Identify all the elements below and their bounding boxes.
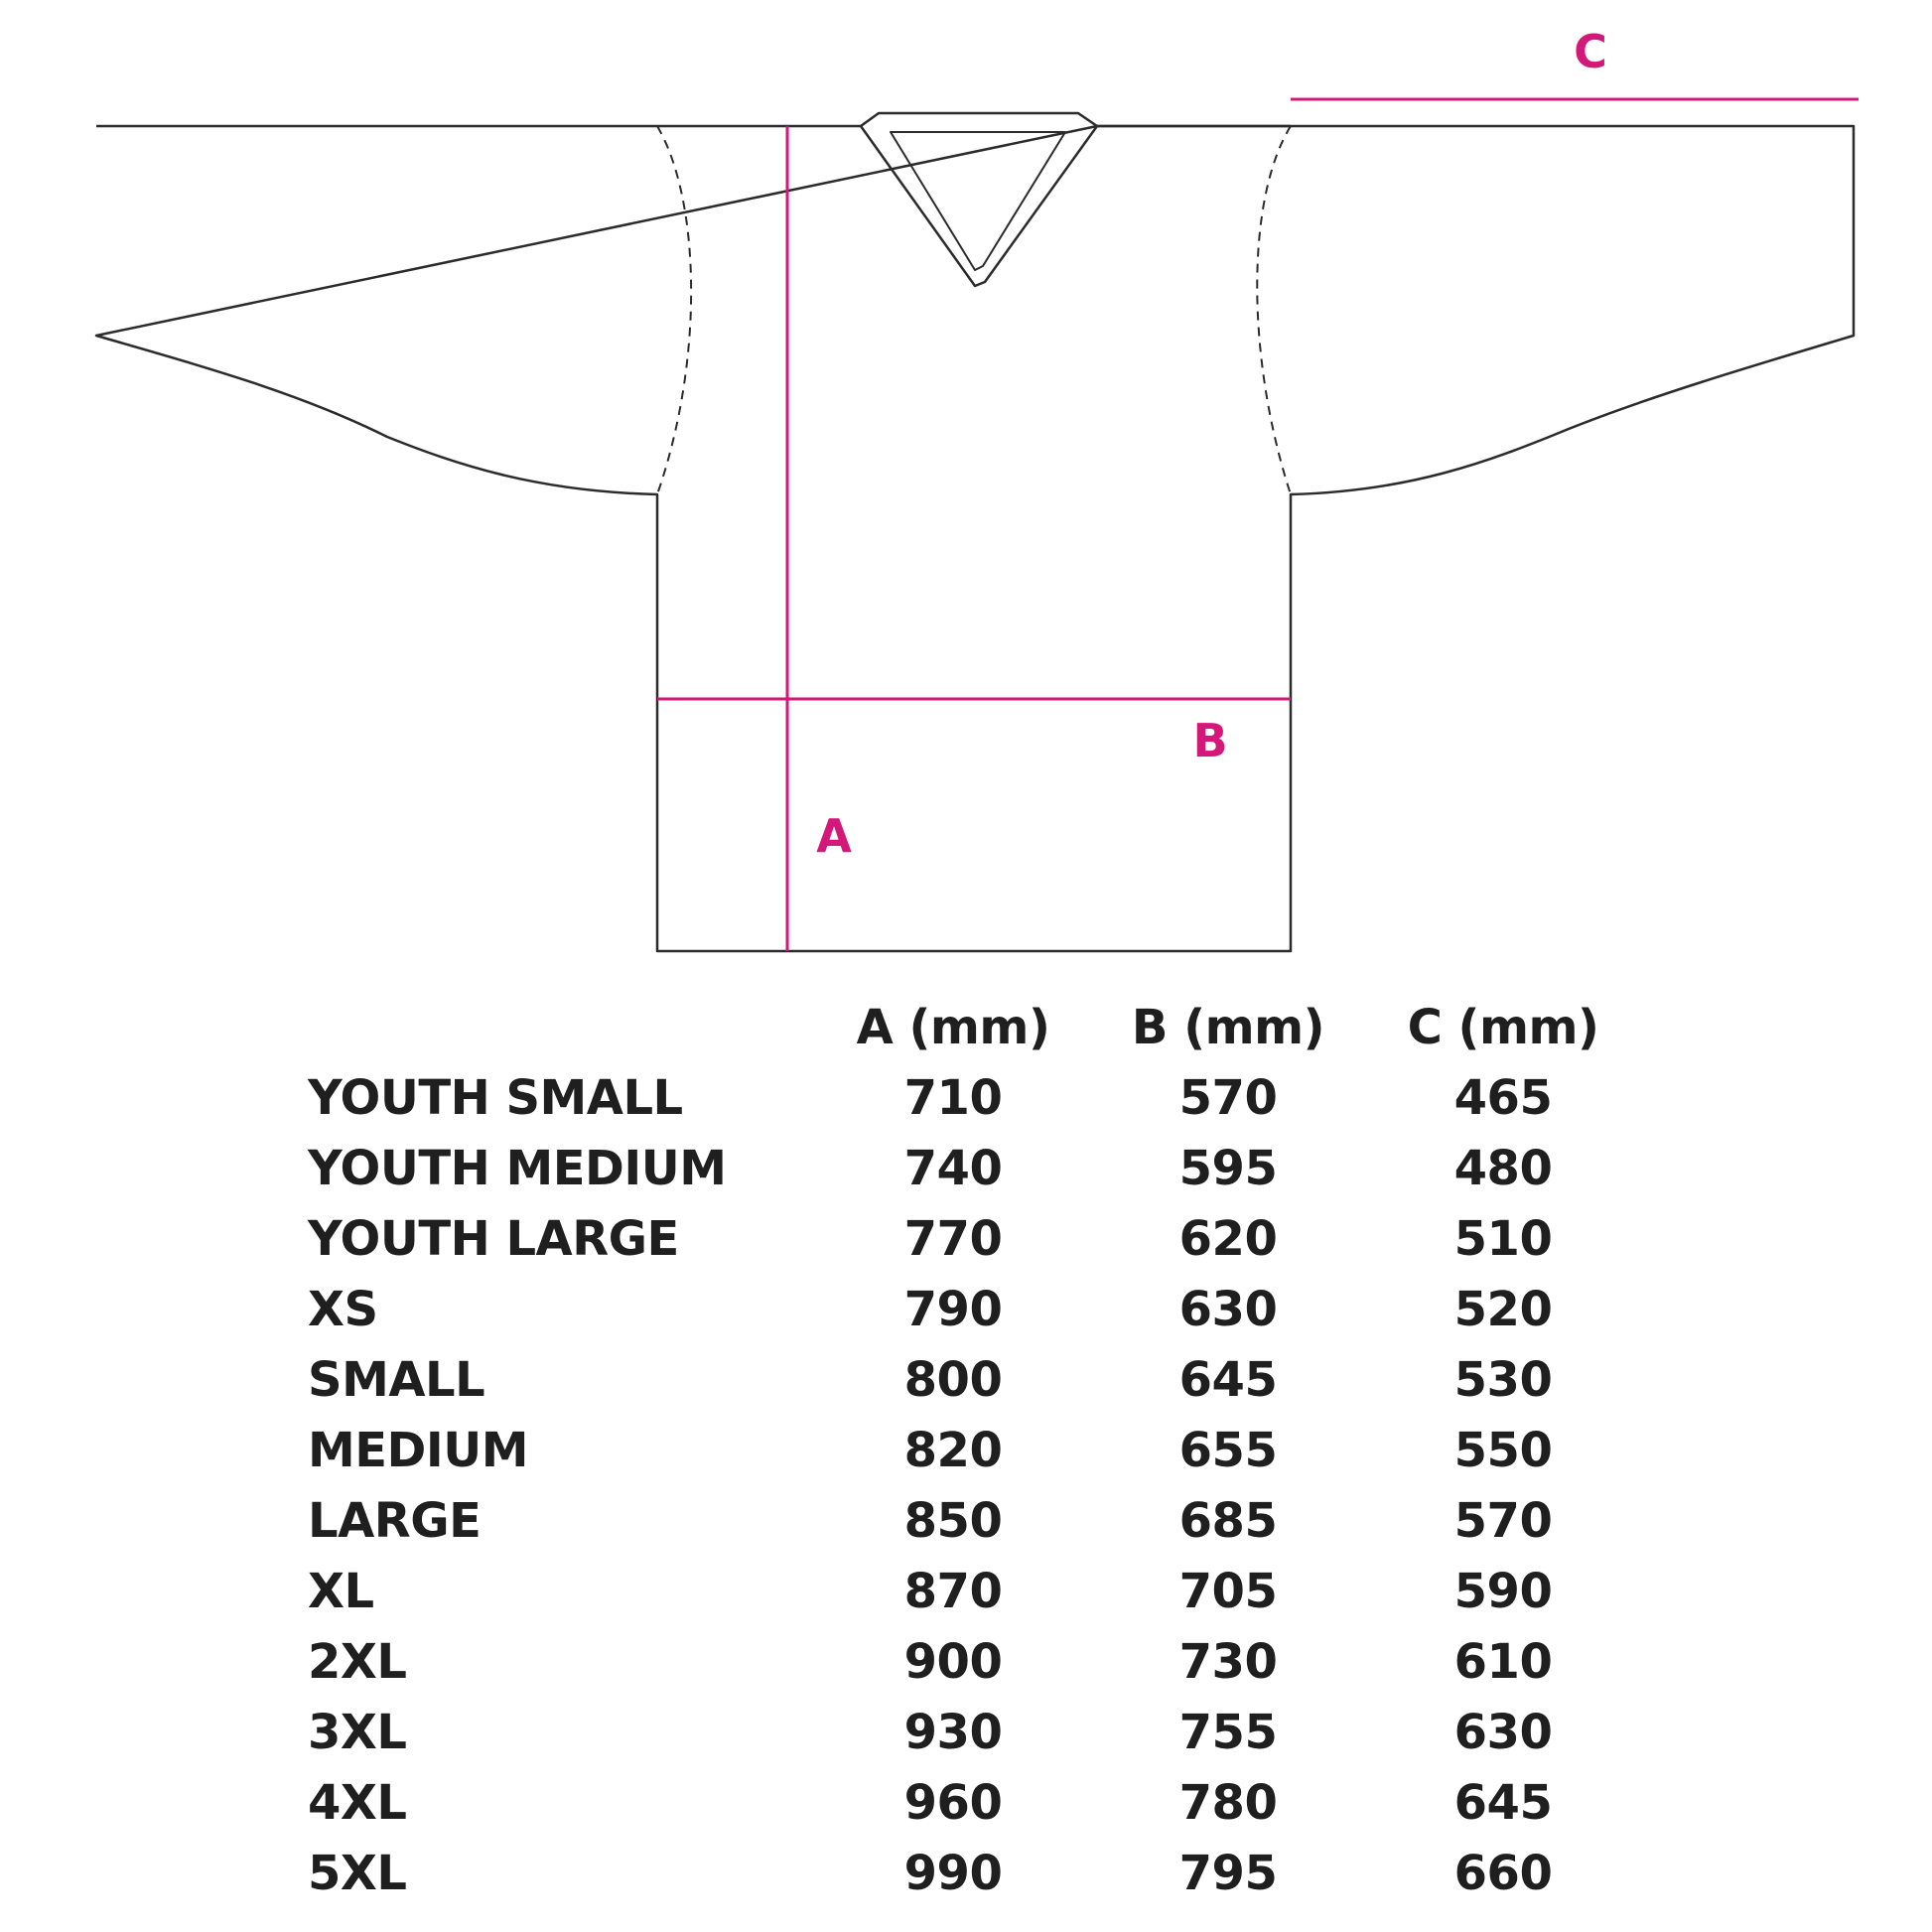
table-row: [308, 1275, 1698, 1345]
measurement-b-cell: 620: [1178, 1211, 1278, 1267]
table-row: [308, 1557, 1698, 1627]
measurement-a-cell: 930: [903, 1705, 1003, 1760]
measurement-b-cell: 780: [1178, 1775, 1278, 1831]
v-neck-collar-inner: [891, 132, 1065, 270]
measurement-a-cell: 870: [903, 1564, 1003, 1619]
table-header-row: [308, 993, 1698, 1063]
table-row: [308, 1204, 1698, 1275]
measurement-a-cell: 820: [903, 1423, 1003, 1478]
measurement-c-cell: 520: [1453, 1282, 1553, 1337]
measurement-a-cell: 960: [903, 1775, 1003, 1831]
size-name-cell: MEDIUM: [308, 1423, 528, 1478]
measurement-a-cell: 740: [903, 1141, 1003, 1196]
size-name-cell: 2XL: [308, 1634, 407, 1690]
measurement-c-cell: 550: [1453, 1423, 1553, 1478]
size-chart-table: [308, 993, 1698, 1909]
measurement-c-cell: 590: [1453, 1564, 1553, 1619]
label-b: B: [1192, 714, 1228, 767]
table-row: [308, 1486, 1698, 1557]
measurement-c-cell: 465: [1453, 1070, 1553, 1126]
header-c: C (mm): [1407, 1000, 1599, 1055]
measurement-c-cell: 480: [1453, 1141, 1553, 1196]
size-name-cell: YOUTH SMALL: [308, 1070, 683, 1126]
table-row: [308, 1134, 1698, 1204]
size-name-cell: 4XL: [308, 1775, 407, 1831]
measurement-a-cell: 990: [903, 1846, 1003, 1901]
measurement-c-cell: 510: [1453, 1211, 1553, 1267]
sleeve-seam-left: [657, 126, 691, 494]
header-b: B (mm): [1131, 1000, 1325, 1055]
size-name-cell: YOUTH LARGE: [308, 1211, 679, 1267]
measurement-a-cell: 710: [903, 1070, 1003, 1126]
size-name-cell: XS: [308, 1282, 378, 1337]
measurement-b-cell: 730: [1178, 1634, 1278, 1690]
table-row: [308, 1768, 1698, 1839]
jersey-outline: [96, 126, 1854, 951]
table-row: [308, 1345, 1698, 1416]
measurement-b-cell: 795: [1178, 1846, 1278, 1901]
table-row: [308, 1416, 1698, 1486]
measurement-b-cell: 685: [1178, 1493, 1278, 1549]
measurement-c-cell: 570: [1453, 1493, 1553, 1549]
label-c: C: [1574, 25, 1607, 78]
header-a: A (mm): [856, 1000, 1050, 1055]
measurement-b-cell: 755: [1178, 1705, 1278, 1760]
measurement-a-cell: 800: [903, 1352, 1003, 1408]
measurement-b-cell: 570: [1178, 1070, 1278, 1126]
table-row: [308, 1839, 1698, 1909]
measurement-c-cell: 660: [1453, 1846, 1553, 1901]
size-name-cell: YOUTH MEDIUM: [308, 1141, 727, 1196]
table-row: [308, 1063, 1698, 1134]
size-name-cell: XL: [308, 1564, 374, 1619]
size-name-cell: 3XL: [308, 1705, 407, 1760]
table-row: [308, 1698, 1698, 1768]
measurement-a-cell: 790: [903, 1282, 1003, 1337]
measurement-b-cell: 630: [1178, 1282, 1278, 1337]
measurement-c-cell: 630: [1453, 1705, 1553, 1760]
sleeve-seam-right: [1257, 126, 1291, 494]
measurement-c-cell: 645: [1453, 1775, 1553, 1831]
size-name-cell: LARGE: [308, 1493, 482, 1549]
measurement-b-cell: 655: [1178, 1423, 1278, 1478]
measurement-a-cell: 850: [903, 1493, 1003, 1549]
measurement-a-cell: 770: [903, 1211, 1003, 1267]
measurement-b-cell: 705: [1178, 1564, 1278, 1619]
measurement-a-cell: 900: [903, 1634, 1003, 1690]
size-name-cell: 5XL: [308, 1846, 407, 1901]
label-a: A: [816, 809, 852, 863]
measurement-c-cell: 610: [1453, 1634, 1553, 1690]
table-row: [308, 1627, 1698, 1698]
size-name-cell: SMALL: [308, 1352, 485, 1408]
table-body: [308, 1063, 1698, 1909]
measurement-c-cell: 530: [1453, 1352, 1553, 1408]
measurement-b-cell: 645: [1178, 1352, 1278, 1408]
measurement-b-cell: 595: [1178, 1141, 1278, 1196]
